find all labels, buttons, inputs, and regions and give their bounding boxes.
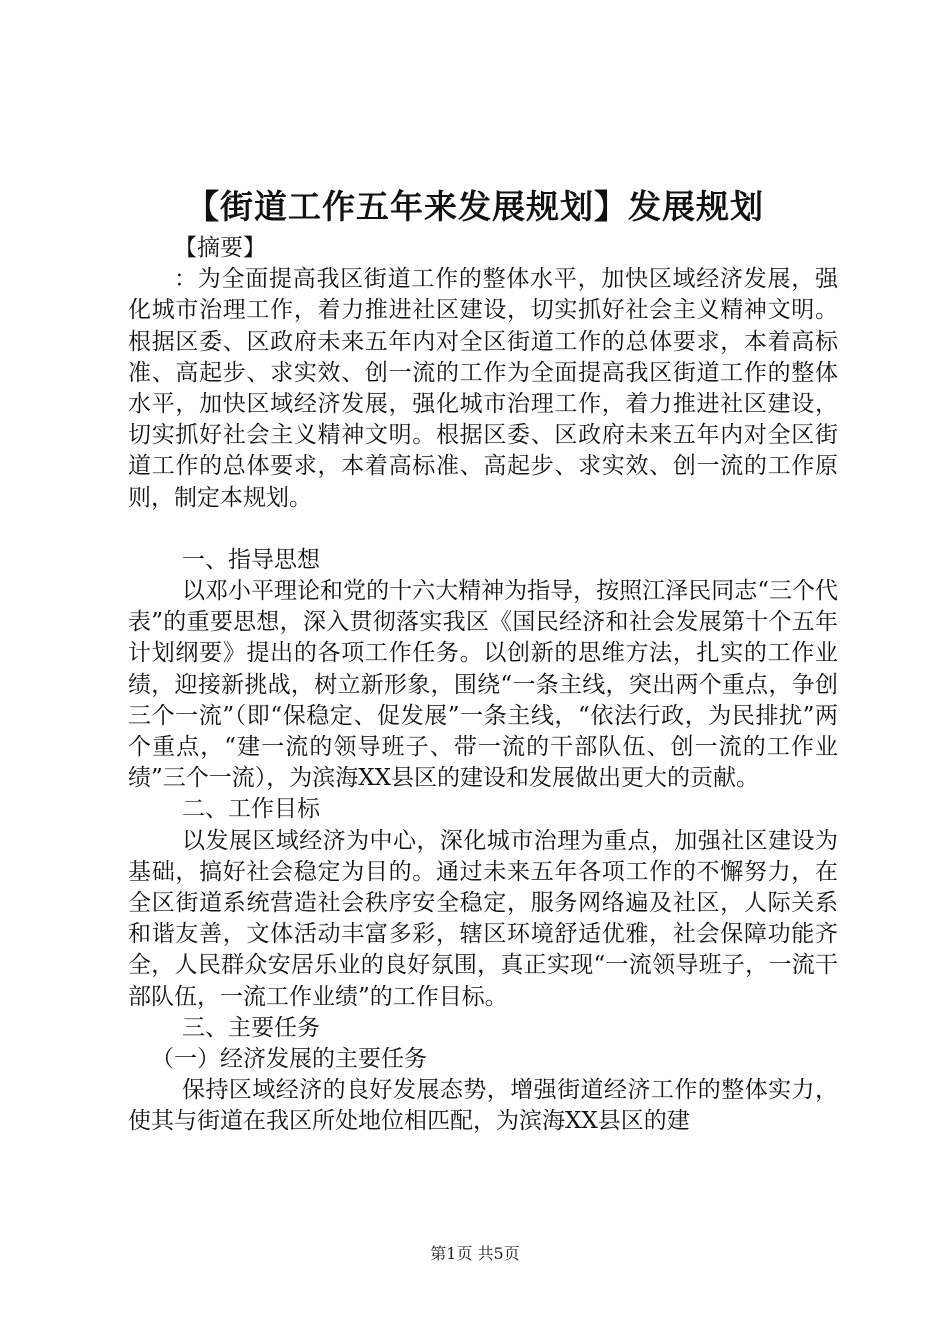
document-body <box>128 233 838 1138</box>
section-text-economic-tasks: 保持区域经济的良好发展态势，增强街道经济工作的整体实力，使其与街道在我区所处地位相匹配，为滨海XX县区的建 <box>128 1077 838 1135</box>
abstract-text: ：为全面提高我区街道工作的整体水平，加快区域经济发展，强化城市治理工作，着力推进社区建设，切实抓好社会主义精神文明。根据区委、区政府未来五年内对全区街道工作的总体要求，本着高标准、高起步、求实效、创一流的工作为全面提高我区街道工作的整体水平，加快区域经济发展，强化城市治理工作，着力推进社区建设，切实抓好社会主义精神文明。根据区委、区政府未来五年内对全区街道工作的总体要求，本着高标准、高起步、求实效、创一流的工作原则，制定本规划。 <box>128 266 838 511</box>
paragraph-gap <box>128 514 838 545</box>
section-heading-main-tasks: 三、主要任务 <box>182 1014 320 1041</box>
section-text-work-goals: 以发展区域经济为中心，深化城市治理为重点，加强社区建设为基础，搞好社会稳定为目的。通过未来五年各项工作的不懈努力，在全区街道系统营造社会秩序安全稳定，服务网络遍及社区，人际关系和谐友善，文体活动丰富多彩，辖区环境舒适优雅，社会保障功能齐全，人民群众安居乐业的良好氛围，真正实现“一流领导班子，一流干部队伍，一流工作业绩”的工作目标。 <box>128 827 838 1010</box>
section-heading-work-goals: 二、工作目标 <box>182 796 320 823</box>
section-heading-guiding-thought: 一、指导思想 <box>182 546 320 573</box>
page-footer: 第1页 共5页 <box>430 1244 520 1263</box>
abstract-label: 【摘要】 <box>174 235 266 261</box>
document-title: 【街道工作五年来发展规划】发展规划 <box>186 187 764 226</box>
section-text-guiding-thought: 以邓小平理论和党的十六大精神为指导，按照江泽民同志“三个代表”的重要思想，深入贯彻落实我区《国民经济和社会发展第十个五年计划纲要》提出的各项工作任务。以创新的思维方法，扎实的工作业绩，迎接新挑战，树立新形象，围绕“一条主线，突出两个重点，争创三个一流”（即“保稳定、促发展”一条主线，“依法行政，为民排扰”两个重点，“建一流的领导班子、带一流的干部队伍、创一流的工作业绩”三个一流），为滨海XX县区的建设和发展做出更大的贡献。 <box>128 578 838 792</box>
subsection-heading-economic-tasks: （一）经济发展的主要任务 <box>151 1046 427 1073</box>
